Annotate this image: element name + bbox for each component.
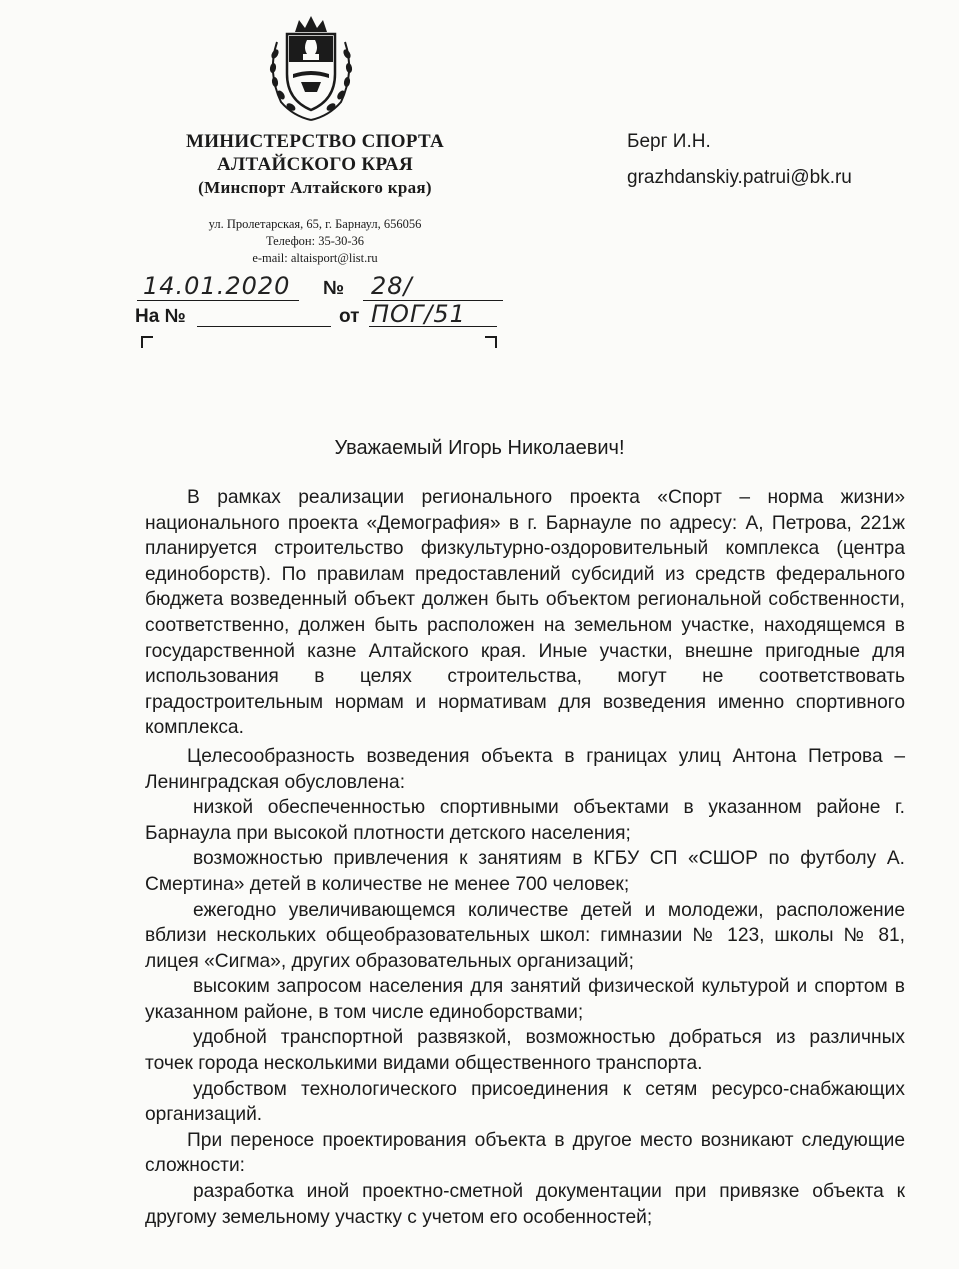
registration-date: 14.01.2020	[143, 272, 291, 300]
paragraph: В рамках реализации регионального проекта «Спорт – норма жизни» национального проекта «Демография» в г. Барнауле по адресу: А, Петрова, 221ж планируется строительство физкультурно-оздоровительный комплекса (центра единоборств). По правилам предоставлений субсидий из средств федерального бюджета возведенный объект должен быть объектом региональной собственности, соответственно, должен быть расположен на земельном участке, находящемся в государственной казне Алтайского края. Иные участки, внешне пригодные для использования в целях строительства, могут не соответствовать градостроительным нормам и нормативам для возведения именно спортивного комплекса.	[145, 487, 905, 739]
from-label: от	[339, 306, 360, 327]
recipient-email: grazhdanskiy.patrui@bk.ru	[627, 167, 852, 188]
from-underline	[369, 326, 497, 327]
org-contacts	[150, 216, 480, 267]
corner-mark-right	[485, 336, 497, 348]
org-line-1: МИНИСТЕРСТВО СПОРТА	[185, 131, 445, 152]
organization-name	[150, 130, 480, 199]
list-item: возможностью привлечения к занятиям в КГБУ СП «СШОР по футболу А. Смертина» детей в количестве не менее 700 человек;	[145, 848, 905, 895]
registration-number: 28/ПОГ/51	[371, 272, 466, 328]
org-line-3: (Минспорт Алтайского края)	[198, 178, 432, 197]
org-phone: Телефон: 35-30-36	[265, 234, 365, 248]
salutation: Уважаемый Игорь Николаевич!	[334, 437, 625, 459]
list-item: удобной транспортной развязкой, возможностью добраться из различных точек города несколькими видами общественного транспорта.	[145, 1027, 905, 1075]
list-item: разработка иной проектно-сметной документации при привязке объекта к другому земельному участку с учетом его особенностей;	[145, 1181, 905, 1228]
reference-label: На №	[135, 306, 186, 327]
registration-block	[135, 270, 505, 350]
number-underline	[363, 300, 503, 301]
recipient-name: Берг И.Н.	[627, 131, 711, 152]
list-item: низкой обеспеченностью спортивными объектами в указанном районе г. Барнаула при высокой плотности детского населения;	[145, 797, 905, 844]
number-label: №	[323, 278, 345, 299]
letter-body	[145, 485, 905, 1230]
org-email: e-mail: altaisport@list.ru	[252, 251, 378, 265]
list-item: удобством технологического присоединения к сетям ресурсо-снабжающих организаций.	[145, 1078, 905, 1126]
recipient-block	[627, 124, 852, 196]
coat-of-arms-icon	[263, 12, 359, 124]
org-line-2: АЛТАЙСКОГО КРАЯ	[217, 154, 413, 175]
list-item: высоким запросом населения для занятий физической культурой и спортом в указанном районе, в том числе единоборствами;	[145, 976, 905, 1023]
corner-mark-left	[141, 336, 153, 348]
date-underline	[137, 300, 299, 301]
reference-underline	[197, 326, 331, 327]
org-address: ул. Пролетарская, 65, г. Барнаул, 656056	[208, 217, 422, 231]
list-item: ежегодно увеличивающемся количестве детей и молодежи, расположение вблизи нескольких общеобразовательных школ: гимназии № 123, школы № 81, лицея «Сигма», других образовательных организаций;	[145, 899, 905, 972]
paragraph: При переносе проектирования объекта в другое место возникают следующие сложности:	[145, 1129, 905, 1177]
paragraph: Целесообразность возведения объекта в границах улиц Антона Петрова – Ленинградская обусловлена:	[145, 745, 905, 793]
